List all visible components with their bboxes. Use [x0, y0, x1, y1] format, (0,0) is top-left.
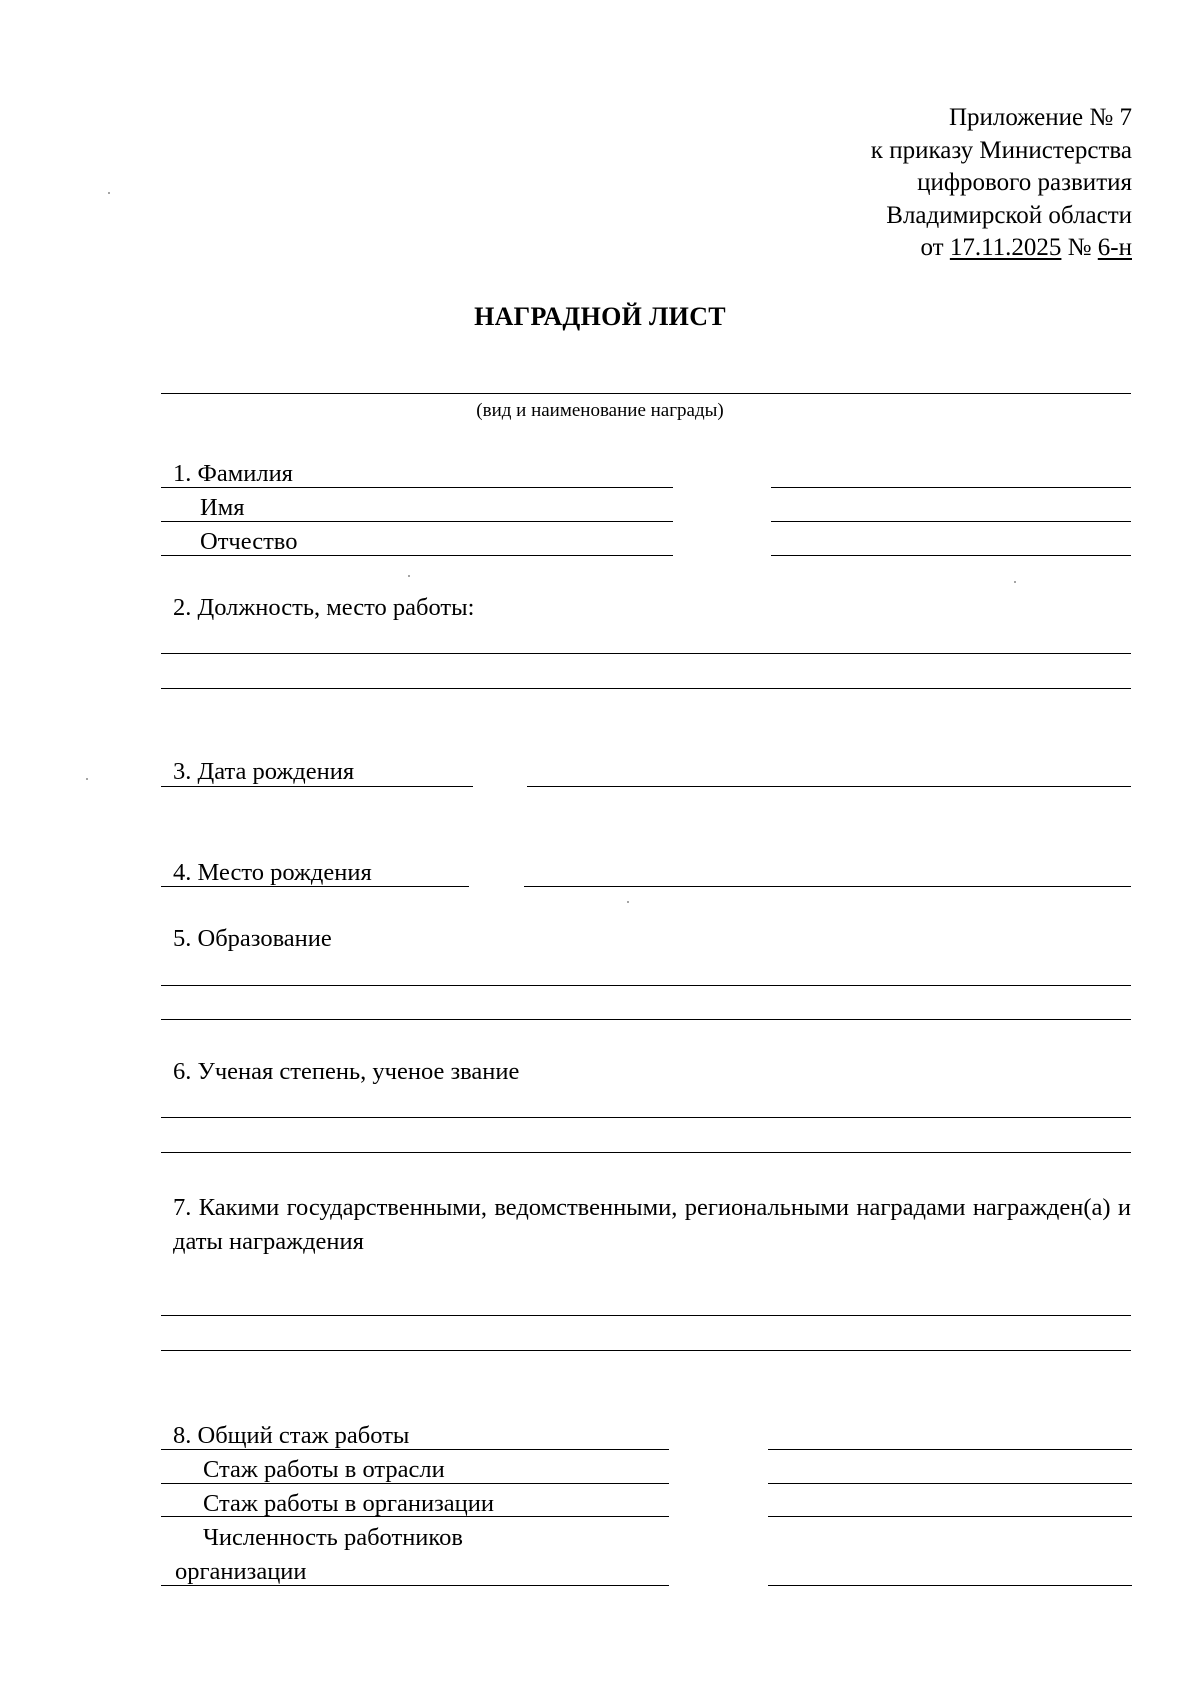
page-title: НАГРАДНОЙ ЛИСТ [474, 302, 726, 331]
birthdate-label: 3. Дата рождения [173, 758, 355, 785]
name-label-line [161, 521, 673, 522]
position-field-2[interactable] [161, 688, 1131, 689]
appendix-number: Приложение № 7 [948, 104, 1132, 131]
scan-speck [86, 778, 88, 780]
award-name-field[interactable] [161, 393, 1131, 394]
birthplace-label-line [161, 886, 469, 887]
industry-experience-field[interactable] [768, 1483, 1132, 1484]
order-date-line [871, 232, 1132, 265]
number-prefix: № [1061, 234, 1098, 261]
order-number: 6-н [1097, 234, 1132, 261]
birthdate-label-line [161, 786, 473, 787]
staff-count-label-line2: организации [175, 1558, 307, 1585]
region-name: Владимирской области [886, 201, 1132, 229]
industry-experience-label: Стаж работы в отрасли [203, 1456, 445, 1483]
patronymic-label-line [161, 555, 673, 556]
ministry-name: цифрового развития [917, 169, 1132, 196]
org-experience-field[interactable] [768, 1516, 1132, 1517]
awards-field-2[interactable] [161, 1350, 1131, 1351]
surname-label: 1. Фамилия [173, 460, 293, 487]
scan-speck [408, 575, 410, 577]
scan-speck [627, 901, 629, 903]
birthplace-label: 4. Место рождения [173, 859, 372, 886]
org-experience-label: Стаж работы в организации [203, 1490, 494, 1517]
staff-count-field[interactable] [768, 1585, 1132, 1586]
position-field-1[interactable] [161, 653, 1131, 654]
name-field[interactable] [771, 521, 1131, 522]
total-experience-field[interactable] [768, 1449, 1132, 1450]
education-field-2[interactable] [161, 1019, 1131, 1020]
awards-field-1[interactable] [161, 1315, 1131, 1316]
scan-speck [108, 192, 110, 194]
date-prefix: от [920, 234, 950, 261]
award-name-caption: (вид и наименование награды) [476, 400, 724, 421]
patronymic-label: Отчество [200, 528, 298, 555]
surname-label-line [161, 487, 673, 488]
degree-label: 6. Ученая степень, ученое звание [173, 1058, 520, 1085]
birthplace-field[interactable] [524, 886, 1131, 887]
total-experience-label: 8. Общий стаж работы [173, 1422, 410, 1449]
degree-field-2[interactable] [161, 1152, 1131, 1153]
staff-count-label-line1: Численность работников [203, 1524, 463, 1551]
surname-field[interactable] [771, 487, 1131, 488]
staff-count-label-line [161, 1585, 669, 1586]
name-label: Имя [200, 494, 245, 521]
degree-field-1[interactable] [161, 1117, 1131, 1118]
position-label: 2. Должность, место работы: [173, 594, 475, 621]
scan-speck [1014, 581, 1016, 583]
org-experience-label-line [161, 1516, 669, 1517]
industry-experience-label-line [161, 1483, 669, 1484]
birthdate-field[interactable] [527, 786, 1131, 787]
education-label: 5. Образование [173, 925, 332, 952]
order-date: 17.11.2025 [949, 234, 1062, 261]
awards-label: 7. Какими государственными, ведомственными, региональными наградами награжден(а) и даты награждения [173, 1194, 1131, 1255]
appendix-header [871, 102, 1132, 265]
education-field-1[interactable] [161, 985, 1131, 986]
order-reference: к приказу Министерства [870, 136, 1132, 164]
patronymic-field[interactable] [771, 555, 1131, 556]
total-experience-label-line [161, 1449, 669, 1450]
